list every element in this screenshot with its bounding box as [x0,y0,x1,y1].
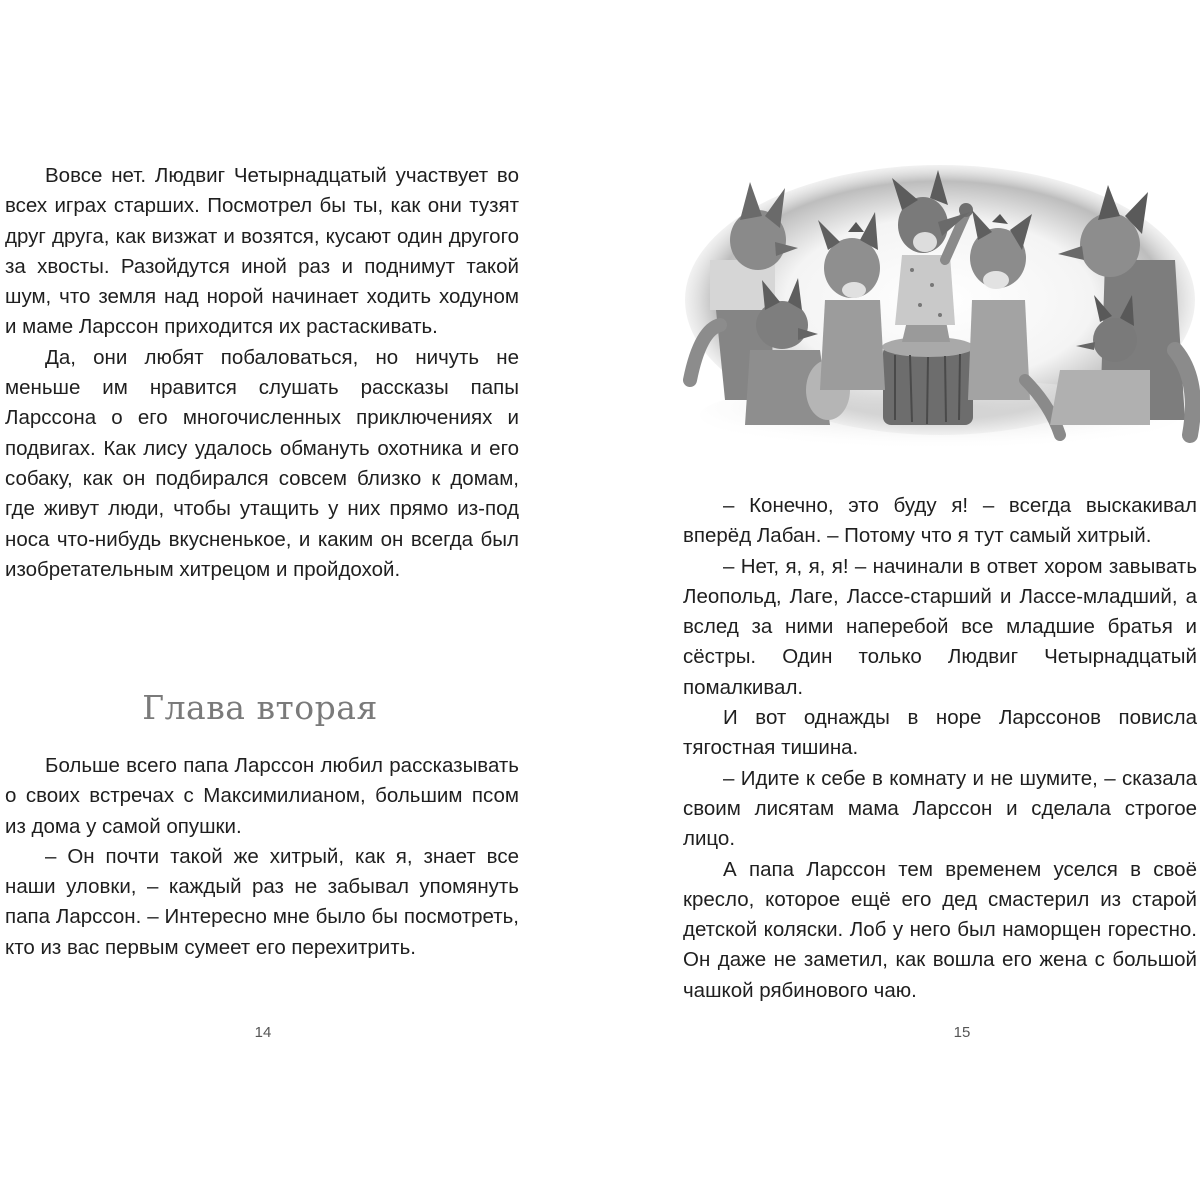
page-number-right: 15 [953,1024,971,1041]
paragraph: Вовсе нет. Людвиг Четырнадцатый участвует во всех играх старших. Посмотрел бы ты, как они тузят друг друга, как визжат и возятся, кусают один другого за хвосты. Разойдутся иной раз и поднимут такой шум, что земля над норой начинает ходить ходуном и маме Ларссон приходится их растаскивать. [5,164,519,339]
tree-stump [882,337,974,425]
left-text-after-chapter [5,751,519,963]
paragraph: – Идите к себе в комнату и не шумите, – сказала своим лисятам мама Ларссон и сделала строгое лицо. [683,766,1197,851]
paragraph: – Он почти такой же хитрый, как я, знает все наши уловки, – каждый раз не забывал упомянуть папа Ларссон. – Интересно мне было бы посмотреть, кто из вас первым сумеет его перехитрить. [5,844,519,959]
right-text [683,491,1197,1006]
paragraph: – Конечно, это буду я! – всегда выскакивал вперёд Лабан. – Потому что я тут самый хитрый. [683,494,1197,548]
paragraph: Да, они любят побаловаться, но ничуть не меньше им нравится слушать рассказы папы Ларссона о его многочисленных приключениях и подвигах. Как лису удалось обмануть охотника и его собаку, как он подбирался совсем близко к домам, где живут люди, чтобы утащить у них прямо из-под носа что-нибудь вкусненькое, и каким он всегда был изобретательным хитрецом и пройдохой. [5,345,519,581]
paragraph: И вот однажды в норе Ларссонов повисла тягостная тишина. [683,706,1197,760]
fox-girl-left [818,212,885,390]
paragraph: Больше всего папа Ларссон любил рассказывать о своих встречах с Максимилианом, большим псом из дома у самой опушки. [5,754,519,838]
chapter-title: Глава вторая [142,688,378,727]
page-number-left: 14 [254,1024,272,1041]
paragraph: – Нет, я, я, я! – начинали в ответ хором завывать Леопольд, Лаге, Лассе-старший и Лассе-младший, а вслед за ними наперебой все младшие братья и сёстры. Один только Людвиг Четырнадцатый помалкивал. [683,554,1197,699]
left-text-before-chapter [5,161,519,585]
paragraph: А папа Ларссон тем временем уселся в своё кресло, которое ещё его дед смастерил из старой детской коляски. Лоб у него был наморщен горестно. Он даже не заметил, как вошла его жена с большой чашкой рябинового чаю. [683,857,1197,1002]
fox-family-illustration-icon [680,150,1200,465]
